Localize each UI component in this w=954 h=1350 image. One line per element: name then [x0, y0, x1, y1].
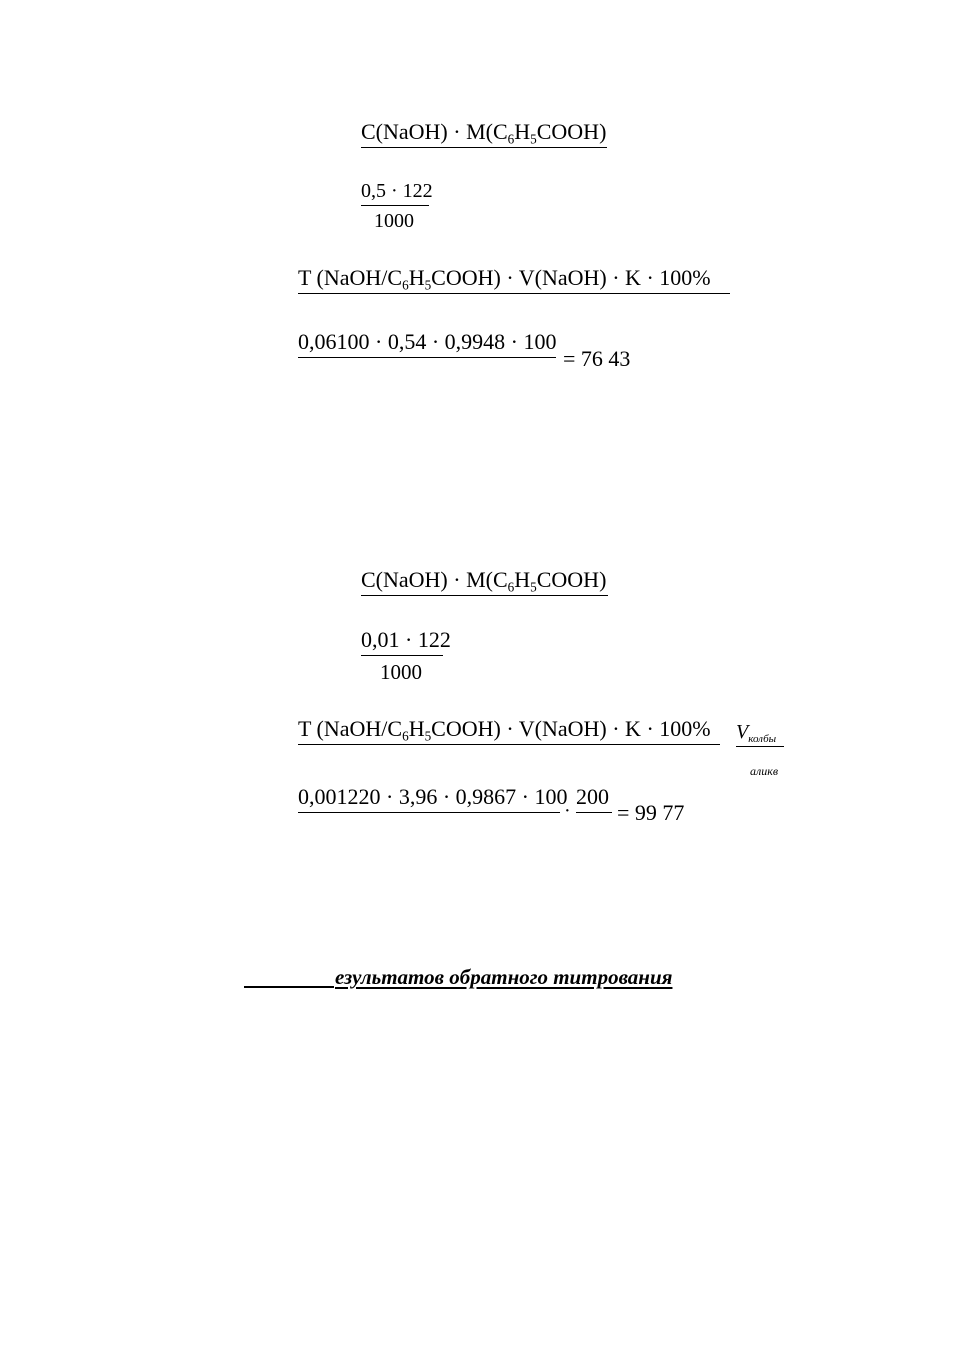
heading-underline	[244, 986, 334, 988]
flask-volume-value: 200	[576, 786, 612, 813]
percent-result: = 99 77	[617, 800, 685, 825]
titer-values-denominator: 1000	[374, 210, 414, 232]
multiply-dot: ·	[564, 800, 571, 822]
percent-values-numerator: 0,001220 · 3,96 · 0,9867 · 100	[298, 786, 560, 813]
flask-volume-symbol: $V_{колбы}$	[736, 722, 784, 747]
titer-values-numerator: 0,01 · 122	[361, 629, 443, 656]
titer-values-numerator: 0,5 · 122	[361, 181, 429, 206]
titer-formula-numerator: C(NaOH) · $M(C_6H_5COOH)$	[361, 567, 607, 595]
percent-result: = 76 43	[563, 346, 631, 371]
titer-values-denominator: 1000	[380, 660, 422, 684]
percent-formula-numerator: T $(NaOH/C_6H_5COOH)$ · V(NaOH) · K · 100%	[298, 718, 720, 745]
section-heading: езультатов обратного титрования	[335, 965, 673, 989]
percent-values-numerator: 0,06100 · 0,54 · 0,9948 · 100	[298, 331, 556, 358]
titer-formula-numerator: C(NaOH) · $M(C_6H_5COOH)$	[361, 119, 607, 147]
aliquot-label: аликв	[750, 764, 779, 778]
percent-formula-numerator: T $(NaOH/C_6H_5COOH)$ · V(NaOH) · K · 100%	[298, 267, 730, 294]
